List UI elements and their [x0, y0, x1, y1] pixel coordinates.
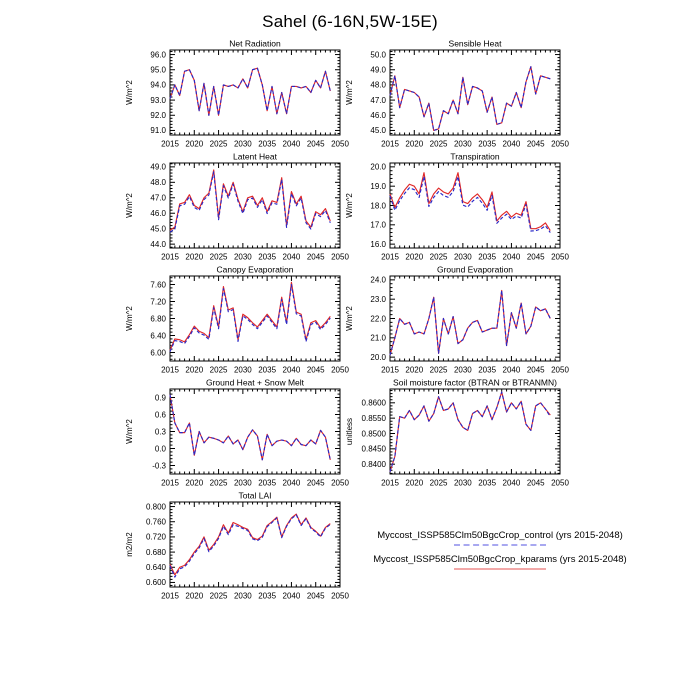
y-tick-label: -0.3 — [152, 461, 166, 471]
y-tick-label: 7.60 — [150, 280, 166, 290]
x-tick-label: 2025 — [209, 252, 228, 262]
x-tick-label: 2015 — [381, 365, 399, 375]
y-tick-label: 16.0 — [370, 239, 386, 249]
chart-net-radiation — [114, 38, 350, 158]
y-tick-label: 0.8400 — [361, 459, 386, 469]
y-tick-label: 0.9 — [154, 393, 166, 403]
figure-title: Sahel (6-16N,5W-15E) — [262, 12, 438, 31]
panel-net-radiation — [114, 38, 350, 158]
y-tick-label: 46.0 — [370, 111, 386, 121]
y-tick-label: 92.0 — [150, 111, 166, 121]
x-tick-label: 2045 — [306, 478, 325, 488]
y-axis-label: W/m^2 — [345, 306, 354, 331]
x-tick-label: 2035 — [478, 478, 497, 488]
x-tick-label: 2050 — [331, 365, 349, 375]
y-tick-label: 94.0 — [150, 80, 166, 90]
y-tick-label: 93.0 — [150, 95, 166, 105]
x-tick-label: 2050 — [331, 139, 349, 149]
x-tick-label: 2015 — [161, 591, 179, 601]
x-tick-label: 2030 — [233, 365, 252, 375]
chart-sensible-heat — [334, 38, 570, 158]
panel-title: Ground Evaporation — [436, 264, 514, 275]
x-tick-label: 2030 — [453, 478, 472, 488]
y-axis-label: unitless — [345, 417, 354, 446]
series-kparams-line — [170, 514, 330, 575]
y-tick-label: 17.0 — [370, 220, 386, 230]
legend-label-kparams: Myccost_ISSP585Clm50BgcCrop_kparams (yrs 2015-2048) — [373, 554, 627, 565]
y-tick-label: 0.3 — [154, 427, 166, 437]
y-tick-label: 6.00 — [150, 348, 166, 358]
y-tick-label: 22.0 — [370, 314, 386, 324]
x-tick-label: 2035 — [258, 591, 277, 601]
x-tick-label: 2040 — [502, 139, 521, 149]
y-tick-label: 0.800 — [145, 502, 166, 512]
series-kparams-line — [390, 173, 550, 231]
y-tick-label: 19.0 — [370, 181, 386, 191]
x-tick-label: 2045 — [306, 591, 325, 601]
y-tick-label: 47.0 — [150, 193, 166, 203]
series-control-line — [390, 290, 550, 355]
y-tick-label: 20.0 — [370, 162, 386, 172]
x-tick-label: 2045 — [306, 365, 325, 375]
chart-ground-evaporation — [334, 264, 570, 384]
x-tick-label: 2045 — [526, 139, 545, 149]
y-tick-label: 0.8550 — [361, 413, 386, 423]
y-tick-label: 47.0 — [370, 95, 386, 105]
x-tick-label: 2025 — [429, 365, 448, 375]
x-tick-label: 2035 — [258, 139, 277, 149]
x-tick-label: 2050 — [551, 252, 569, 262]
plot-box — [390, 389, 560, 474]
series-kparams-line — [390, 290, 550, 355]
x-tick-label: 2040 — [282, 478, 301, 488]
x-tick-label: 2020 — [405, 139, 424, 149]
y-tick-label: 49.0 — [370, 65, 386, 75]
x-tick-label: 2015 — [381, 139, 399, 149]
x-tick-label: 2020 — [185, 365, 204, 375]
x-tick-label: 2050 — [331, 252, 349, 262]
x-tick-label: 2015 — [161, 252, 179, 262]
x-tick-label: 2035 — [258, 365, 277, 375]
y-tick-label: 48.0 — [370, 80, 386, 90]
x-tick-label: 2035 — [258, 478, 277, 488]
panel-title: Net Radiation — [229, 38, 281, 49]
panel-title: Ground Heat + Snow Melt — [205, 377, 305, 388]
panel-total-lai — [114, 490, 350, 610]
series-control-line — [170, 515, 330, 577]
x-tick-label: 2025 — [209, 478, 228, 488]
y-tick-label: 96.0 — [150, 50, 166, 60]
chart-total-lai — [114, 490, 350, 610]
legend-label-control: Myccost_ISSP585Clm50BgcCrop_control (yrs 2015-2048) — [377, 530, 623, 541]
x-tick-label: 2020 — [185, 139, 204, 149]
y-axis-label: W/m^2 — [125, 306, 134, 331]
x-tick-label: 2045 — [306, 139, 325, 149]
series-control-line — [390, 392, 550, 472]
series-kparams-line — [170, 170, 330, 230]
plot-box — [390, 50, 560, 135]
x-tick-label: 2020 — [185, 478, 204, 488]
x-tick-label: 2035 — [478, 365, 497, 375]
y-tick-label: 24.0 — [370, 275, 386, 285]
x-tick-label: 2030 — [453, 139, 472, 149]
y-axis-label: W/m^2 — [125, 80, 134, 105]
y-tick-label: 91.0 — [150, 126, 166, 136]
x-tick-label: 2030 — [233, 478, 252, 488]
x-tick-label: 2050 — [551, 139, 569, 149]
chart-transpiration — [334, 151, 570, 271]
x-tick-label: 2020 — [185, 591, 204, 601]
y-tick-label: 0.640 — [145, 563, 166, 573]
x-tick-label: 2025 — [209, 139, 228, 149]
x-tick-label: 2040 — [282, 365, 301, 375]
x-tick-label: 2045 — [306, 252, 325, 262]
x-tick-label: 2030 — [453, 252, 472, 262]
y-tick-label: 44.0 — [150, 239, 166, 249]
x-tick-label: 2025 — [429, 139, 448, 149]
panel-title: Latent Heat — [233, 151, 277, 162]
y-tick-label: 0.0 — [154, 444, 166, 454]
plot-box — [170, 276, 340, 361]
plot-box — [170, 163, 340, 248]
y-tick-label: 50.0 — [370, 50, 386, 60]
series-control-line — [170, 172, 330, 232]
x-tick-label: 2025 — [209, 365, 228, 375]
x-tick-label: 2050 — [331, 478, 349, 488]
y-axis-label: W/m^2 — [345, 193, 354, 218]
panel-title: Canopy Evaporation — [216, 264, 294, 275]
plot-box — [390, 276, 560, 361]
series-kparams-line — [170, 68, 330, 115]
y-tick-label: 0.680 — [145, 547, 166, 557]
x-tick-label: 2050 — [331, 591, 349, 601]
y-tick-label: 46.0 — [150, 209, 166, 219]
y-tick-label: 6.40 — [150, 331, 166, 341]
panel-sensible-heat — [334, 38, 570, 158]
x-tick-label: 2020 — [405, 478, 424, 488]
panel-ground-heat-snow-melt — [114, 377, 350, 497]
chart-latent-heat — [114, 151, 350, 271]
y-tick-label: 0.8600 — [361, 398, 386, 408]
legend-entry-control — [354, 530, 646, 546]
x-tick-label: 2040 — [502, 252, 521, 262]
y-tick-label: 48.0 — [150, 178, 166, 188]
series-control-line — [170, 285, 330, 352]
x-tick-label: 2035 — [478, 252, 497, 262]
y-axis-label: W/m^2 — [125, 193, 134, 218]
legend — [354, 530, 646, 578]
y-tick-label: 23.0 — [370, 294, 386, 304]
y-tick-label: 7.20 — [150, 297, 166, 307]
series-control-line — [390, 67, 550, 131]
panel-ground-evaporation — [334, 264, 570, 384]
x-tick-label: 2030 — [233, 591, 252, 601]
x-tick-label: 2020 — [405, 365, 424, 375]
legend-line-control — [454, 544, 546, 546]
y-tick-label: 45.0 — [370, 126, 386, 136]
x-tick-label: 2030 — [453, 365, 472, 375]
y-axis-label: m2/m2 — [125, 532, 134, 557]
x-tick-label: 2050 — [551, 365, 569, 375]
x-tick-label: 2015 — [161, 365, 179, 375]
y-axis-label: W/m^2 — [345, 80, 354, 105]
y-tick-label: 0.6 — [154, 410, 166, 420]
x-tick-label: 2015 — [381, 478, 399, 488]
chart-canopy-evaporation — [114, 264, 350, 384]
x-tick-label: 2025 — [429, 478, 448, 488]
plot-box — [390, 163, 560, 248]
series-kparams-line — [170, 395, 330, 460]
panel-title: Soil moisture factor (BTRAN or BTRANMN) — [393, 377, 557, 388]
plot-box — [170, 50, 340, 135]
x-tick-label: 2045 — [526, 478, 545, 488]
y-tick-label: 0.8450 — [361, 444, 386, 454]
legend-entry-kparams — [354, 554, 646, 570]
y-tick-label: 45.0 — [150, 224, 166, 234]
panel-title: Transpiration — [450, 151, 500, 162]
legend-line-kparams — [454, 568, 546, 570]
x-tick-label: 2020 — [185, 252, 204, 262]
x-tick-label: 2015 — [161, 139, 179, 149]
series-control-line — [170, 68, 330, 115]
y-tick-label: 6.80 — [150, 314, 166, 324]
x-tick-label: 2045 — [526, 252, 545, 262]
x-tick-label: 2025 — [429, 252, 448, 262]
y-tick-label: 0.720 — [145, 532, 166, 542]
x-tick-label: 2035 — [478, 139, 497, 149]
y-axis-label: W/m^2 — [125, 419, 134, 444]
panel-canopy-evaporation — [114, 264, 350, 384]
x-tick-label: 2040 — [502, 365, 521, 375]
x-tick-label: 2025 — [209, 591, 228, 601]
series-kparams-line — [390, 392, 550, 472]
x-tick-label: 2045 — [526, 365, 545, 375]
x-tick-label: 2015 — [161, 478, 179, 488]
x-tick-label: 2040 — [282, 591, 301, 601]
panel-title: Sensible Heat — [448, 38, 502, 49]
x-tick-label: 2030 — [233, 252, 252, 262]
y-tick-label: 95.0 — [150, 65, 166, 75]
y-tick-label: 0.760 — [145, 517, 166, 527]
panel-latent-heat — [114, 151, 350, 271]
panel-transpiration — [334, 151, 570, 271]
chart-ground-heat-snow-melt — [114, 377, 350, 497]
x-tick-label: 2035 — [258, 252, 277, 262]
plot-box — [170, 502, 340, 587]
x-tick-label: 2040 — [282, 139, 301, 149]
y-tick-label: 0.8500 — [361, 429, 386, 439]
y-tick-label: 21.0 — [370, 333, 386, 343]
x-tick-label: 2040 — [282, 252, 301, 262]
series-kparams-line — [390, 67, 550, 131]
y-tick-label: 49.0 — [150, 162, 166, 172]
y-tick-label: 20.0 — [370, 352, 386, 362]
chart-soil-moisture-factor — [334, 377, 570, 497]
series-control-line — [390, 177, 550, 233]
x-tick-label: 2015 — [381, 252, 399, 262]
x-tick-label: 2020 — [405, 252, 424, 262]
x-tick-label: 2050 — [551, 478, 569, 488]
y-tick-label: 0.600 — [145, 578, 166, 588]
panel-soil-moisture-factor — [334, 377, 570, 497]
y-tick-label: 18.0 — [370, 201, 386, 211]
x-tick-label: 2040 — [502, 478, 521, 488]
plot-box — [170, 389, 340, 474]
x-tick-label: 2030 — [233, 139, 252, 149]
panel-title: Total LAI — [238, 490, 272, 501]
